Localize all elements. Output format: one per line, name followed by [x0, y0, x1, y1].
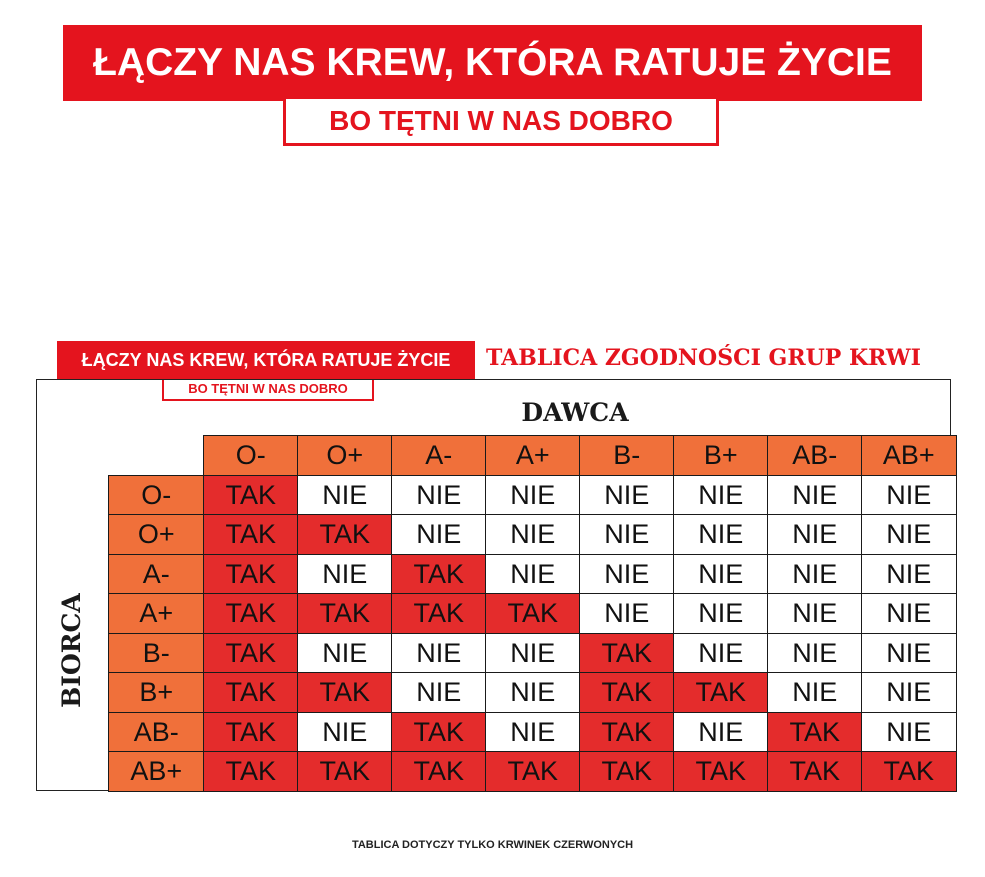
incompatible-cell: NIE	[767, 633, 863, 674]
incompatible-cell: NIE	[861, 593, 957, 634]
incompatible-cell: NIE	[297, 475, 393, 516]
compatible-cell: TAK	[767, 751, 863, 792]
compatible-cell: TAK	[861, 751, 957, 792]
compatible-cell: TAK	[297, 593, 393, 634]
compatible-cell: TAK	[203, 475, 299, 516]
incompatible-cell: NIE	[485, 554, 581, 595]
compatible-cell: TAK	[391, 593, 487, 634]
incompatible-cell: NIE	[297, 633, 393, 674]
incompatible-cell: NIE	[673, 633, 769, 674]
incompatible-cell: NIE	[485, 514, 581, 555]
compatible-cell: TAK	[203, 712, 299, 753]
compatible-cell: TAK	[391, 554, 487, 595]
incompatible-cell: NIE	[391, 633, 487, 674]
compatible-cell: TAK	[485, 751, 581, 792]
recipient-group-header: O+	[108, 514, 205, 555]
donor-group-header: O-	[203, 435, 299, 476]
incompatible-cell: NIE	[861, 554, 957, 595]
recipient-label-wrap	[41, 592, 101, 708]
donor-group-header: AB-	[767, 435, 863, 476]
compatible-cell: TAK	[579, 672, 675, 713]
incompatible-cell: NIE	[861, 712, 957, 753]
incompatible-cell: NIE	[297, 554, 393, 595]
incompatible-cell: NIE	[391, 672, 487, 713]
grid-corner	[108, 435, 205, 476]
donor-label: DAWCA	[521, 398, 629, 427]
footnote: TABLICA DOTYCZY TYLKO KRWINEK CZERWONYCH	[351, 839, 634, 851]
incompatible-cell: NIE	[861, 475, 957, 516]
incompatible-cell: NIE	[767, 593, 863, 634]
incompatible-cell: NIE	[391, 514, 487, 555]
compatible-cell: TAK	[203, 751, 299, 792]
recipient-group-header: A-	[108, 554, 205, 595]
incompatible-cell: NIE	[767, 672, 863, 713]
recipient-group-header: AB+	[108, 751, 205, 792]
incompatible-cell: NIE	[673, 712, 769, 753]
compatible-cell: TAK	[767, 712, 863, 753]
incompatible-cell: NIE	[673, 593, 769, 634]
compatible-cell: TAK	[297, 672, 393, 713]
incompatible-cell: NIE	[767, 514, 863, 555]
compatible-cell: TAK	[673, 751, 769, 792]
compatible-cell: TAK	[203, 672, 299, 713]
recipient-group-header: AB-	[108, 712, 205, 753]
donor-group-header: AB+	[861, 435, 957, 476]
logo-subtitle: BO TĘTNI W NAS DOBRO	[162, 377, 374, 401]
compatible-cell: TAK	[579, 633, 675, 674]
incompatible-cell: NIE	[861, 514, 957, 555]
donor-group-header: B-	[579, 435, 675, 476]
recipient-group-header: B-	[108, 633, 205, 674]
incompatible-cell: NIE	[579, 514, 675, 555]
compatible-cell: TAK	[391, 712, 487, 753]
incompatible-cell: NIE	[485, 672, 581, 713]
banner-subtitle: BO TĘTNI W NAS DOBRO	[283, 96, 719, 146]
incompatible-cell: NIE	[861, 633, 957, 674]
incompatible-cell: NIE	[861, 672, 957, 713]
recipient-group-header: B+	[108, 672, 205, 713]
compatible-cell: TAK	[203, 554, 299, 595]
recipient-label: BIORCA	[56, 592, 86, 708]
compatible-cell: TAK	[203, 593, 299, 634]
incompatible-cell: NIE	[485, 712, 581, 753]
compatible-cell: TAK	[391, 751, 487, 792]
compatible-cell: TAK	[673, 672, 769, 713]
incompatible-cell: NIE	[579, 593, 675, 634]
incompatible-cell: NIE	[767, 554, 863, 595]
donor-group-header: A+	[485, 435, 581, 476]
compatible-cell: TAK	[203, 514, 299, 555]
logo-title: ŁĄCZY NAS KREW, KTÓRA RATUJE ŻYCIE	[57, 341, 475, 379]
donor-group-header: O+	[297, 435, 393, 476]
incompatible-cell: NIE	[673, 554, 769, 595]
recipient-group-header: A+	[108, 593, 205, 634]
incompatible-cell: NIE	[673, 514, 769, 555]
compatible-cell: TAK	[203, 633, 299, 674]
recipient-group-header: O-	[108, 475, 205, 516]
compatible-cell: TAK	[579, 751, 675, 792]
incompatible-cell: NIE	[673, 475, 769, 516]
incompatible-cell: NIE	[485, 633, 581, 674]
compatible-cell: TAK	[297, 514, 393, 555]
table-title: TABLICA ZGODNOŚCI GRUP KRWI	[486, 345, 921, 371]
compatible-cell: TAK	[485, 593, 581, 634]
compatible-cell: TAK	[579, 712, 675, 753]
incompatible-cell: NIE	[297, 712, 393, 753]
compatible-cell: TAK	[297, 751, 393, 792]
donor-group-header: B+	[673, 435, 769, 476]
compatibility-grid	[108, 435, 955, 791]
incompatible-cell: NIE	[579, 554, 675, 595]
donor-group-header: A-	[391, 435, 487, 476]
incompatible-cell: NIE	[767, 475, 863, 516]
incompatible-cell: NIE	[485, 475, 581, 516]
incompatible-cell: NIE	[391, 475, 487, 516]
banner-title: ŁĄCZY NAS KREW, KTÓRA RATUJE ŻYCIE	[63, 25, 922, 101]
incompatible-cell: NIE	[579, 475, 675, 516]
